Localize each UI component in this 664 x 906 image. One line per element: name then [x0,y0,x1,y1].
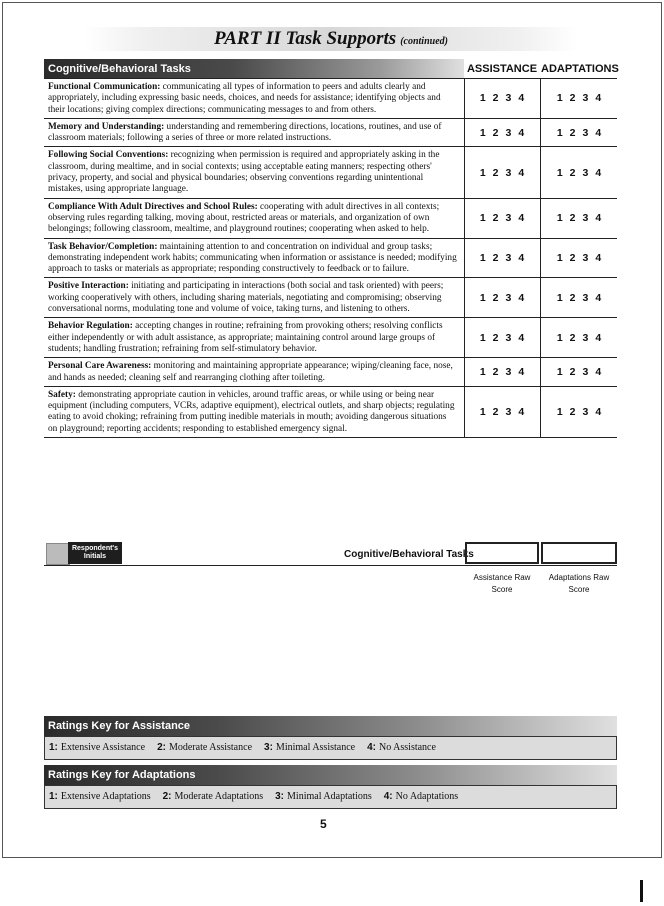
key-label: Minimal Adaptations [287,791,372,802]
key-label: Extensive Adaptations [60,791,151,802]
title-text: PART II Task Supports [214,28,397,49]
key-item [384,791,458,802]
page-title [84,27,578,51]
adaptations-raw-score-field[interactable] [541,542,617,564]
task-description [44,119,462,147]
rating-option-3[interactable]: 3 [582,166,589,179]
task-name: Behavior Regulation: [48,321,133,332]
rating-option-1[interactable]: 1 [479,166,486,179]
rating-option-4[interactable]: 4 [518,331,525,344]
adaptations-column-header: ADAPTATIONS [541,63,619,75]
rating-option-3[interactable]: 3 [505,331,512,344]
rating-option-2[interactable]: 2 [492,405,499,418]
rating-option-3[interactable]: 3 [582,252,589,264]
key-label: Extensive Assistance [60,742,146,753]
assistance-key-body [44,736,617,760]
raw-score-row [44,542,617,566]
assistance-column-header: ASSISTANCE [466,63,538,75]
assistance-rating-cell [464,318,539,357]
task-row [44,119,617,148]
assistance-rating-cell [464,358,539,386]
rating-option-3[interactable]: 3 [505,405,512,418]
adaptations-key-header [44,765,617,785]
assistance-rating-cell [464,147,539,197]
task-row [44,79,617,119]
key-label: Moderate Assistance [168,742,253,753]
assistance-rating-cell [464,387,539,437]
rating-option-1[interactable]: 1 [479,291,486,304]
task-text: cooperating with adult directives in all contexts; observing rules regarding talking, moving about, restricted areas or materials, and organization of own belongings; following classroom, mealtime, and playground routines; cooperating when asked to help. [48,201,440,235]
key-label: Moderate Adaptations [174,791,264,802]
task-name: Safety: [48,389,76,400]
rating-option-3[interactable]: 3 [582,92,589,105]
rating-option-1[interactable]: 1 [556,126,563,139]
rating-option-3[interactable]: 3 [582,212,589,225]
rating-option-4[interactable]: 4 [518,92,525,105]
key-number: 2: [162,791,172,802]
key-item [49,791,151,802]
task-description [44,358,462,386]
rating-option-4[interactable]: 4 [595,366,602,379]
task-text: communicating all types of information to peers and adults clearly and appropriately, including expressing basic needs, choices, and needs for assistance; identifying objects and their locations; giving complex directions; communicating messages to and from others. [48,82,441,115]
task-description [44,199,462,238]
rating-option-2[interactable]: 2 [492,212,499,225]
key-number: 1: [49,742,58,753]
key-number: 2: [157,742,166,753]
rating-option-3[interactable]: 3 [505,166,512,179]
adaptations-rating-cell [540,199,617,238]
adaptations-rating-cell [540,79,617,118]
adaptations-rating-cell [540,147,617,197]
rating-option-3[interactable]: 3 [582,331,589,344]
rating-option-1[interactable]: 1 [556,331,563,344]
rating-option-1[interactable]: 1 [556,252,563,264]
rating-option-4[interactable]: 4 [595,166,602,179]
key-item [264,742,355,753]
rating-option-2[interactable]: 2 [492,366,499,379]
assistance-key-title: Ratings Key for Assistance [48,720,191,732]
key-item [367,742,436,753]
rating-option-2[interactable]: 2 [569,212,576,225]
rating-option-2[interactable]: 2 [492,92,499,105]
rating-option-3[interactable]: 3 [505,212,512,225]
rating-option-4[interactable]: 4 [595,212,602,225]
key-label: No Assistance [379,742,436,753]
rating-option-1[interactable]: 1 [479,92,486,105]
rating-option-4[interactable]: 4 [518,126,525,139]
rating-option-1[interactable]: 1 [556,405,563,418]
task-text: monitoring and maintaining appropriate appearance; wiping/cleaning face, nose, and hands as needed; cleaning self and rearranging clothing after toileting. [48,361,453,383]
rating-option-1[interactable]: 1 [556,212,563,225]
rating-option-4[interactable]: 4 [595,405,602,418]
rating-option-1[interactable]: 1 [556,291,563,304]
rating-option-3[interactable]: 3 [582,366,589,379]
rating-option-1[interactable]: 1 [479,126,486,139]
rating-option-1[interactable]: 1 [479,252,486,264]
rating-option-2[interactable]: 2 [492,126,499,139]
adaptations-rating-cell [540,358,617,386]
rating-option-3[interactable]: 3 [582,405,589,418]
task-row [44,358,617,387]
key-number: 3: [275,791,285,802]
key-label: Minimal Assistance [275,742,356,753]
task-description [44,79,462,118]
adaptations-rating-cell [540,387,617,437]
rating-option-2[interactable]: 2 [569,366,576,379]
adaptations-rating-cell [540,278,617,317]
rating-option-4[interactable]: 4 [595,291,602,304]
assistance-rating-cell [464,278,539,317]
rating-option-1[interactable]: 1 [556,92,563,105]
task-text: accepting changes in routine; refraining from provoking others; resolving conflicts either independently or with adult assistance, as appropriate; maintaining control around large groups of students; handling frustration; refraining from self-stimulatory behavior. [48,321,443,354]
rating-option-3[interactable]: 3 [505,126,512,139]
task-name: Positive Interaction: [48,281,129,292]
task-name: Functional Communication: [48,82,161,92]
rating-option-4[interactable]: 4 [518,252,525,264]
rating-option-3[interactable]: 3 [505,291,512,304]
rating-option-4[interactable]: 4 [595,331,602,344]
task-row [44,199,617,239]
task-row [44,239,617,279]
rating-option-4[interactable]: 4 [518,366,525,379]
task-table [44,78,617,438]
respondent-initials-label: Respondent's Initials [68,542,122,564]
task-description [44,147,462,197]
key-item [49,742,145,753]
key-number: 4: [367,742,376,753]
rating-option-2[interactable]: 2 [569,291,576,304]
rating-option-1[interactable]: 1 [479,366,486,379]
rating-option-2[interactable]: 2 [492,331,499,344]
task-text: understanding and remembering directions, locations, routines, and use of classroom materials; following a series of three or more related instructions. [48,121,442,144]
section-label: Cognitive/Behavioral Tasks [48,63,191,75]
rating-option-3[interactable]: 3 [505,252,512,264]
rating-option-2[interactable]: 2 [569,166,576,179]
assistance-rating-cell [464,79,539,118]
rating-option-3[interactable]: 3 [582,126,589,139]
assistance-raw-score-caption: Assistance Raw Score [473,573,531,594]
rating-option-4[interactable]: 4 [595,126,602,139]
task-row [44,147,617,198]
title-subtitle: (continued) [400,36,448,47]
task-row [44,318,617,358]
raw-score-label: Cognitive/Behavioral Tasks [344,549,474,560]
rating-option-1[interactable]: 1 [479,405,486,418]
rating-option-1[interactable]: 1 [479,212,486,225]
adaptations-rating-cell [540,119,617,147]
rating-option-2[interactable]: 2 [569,92,576,105]
task-name: Personal Care Awareness: [48,361,152,372]
assistance-rating-cell [464,119,539,147]
key-number: 3: [264,742,273,753]
task-name: Memory and Understanding: [48,121,165,132]
key-item [163,791,264,802]
rating-option-3[interactable]: 3 [582,291,589,304]
rating-option-2[interactable]: 2 [569,331,576,344]
key-number: 4: [383,791,393,802]
rating-option-4[interactable]: 4 [518,212,525,225]
rating-option-4[interactable]: 4 [595,252,602,264]
task-text: maintaining attention to and concentration on individual and group tasks; demonstrating independent work habits; communicating when information or assistance is needed; modifying approach to tasks or materials as appropriate; responding constructively to feedback or to failure. [48,241,457,275]
task-row [44,387,617,438]
task-description [44,318,462,357]
task-description [44,278,462,317]
key-number: 1: [49,791,58,802]
rating-option-2[interactable]: 2 [492,291,499,304]
key-item [275,791,372,802]
page-number: 5 [320,817,327,831]
adaptations-rating-cell [540,318,617,357]
edge-mark [640,880,643,902]
rating-option-4[interactable]: 4 [518,291,525,304]
adaptations-key-title: Ratings Key for Adaptations [48,769,196,781]
task-description [44,387,462,437]
task-name: Following Social Conventions: [48,150,169,161]
task-name: Task Behavior/Completion: [48,241,158,252]
key-label: No Adaptations [395,791,459,802]
rating-option-1[interactable]: 1 [556,366,563,379]
task-description [44,239,462,278]
key-item [157,742,252,753]
rating-option-3[interactable]: 3 [505,366,512,379]
rating-option-2[interactable]: 2 [569,405,576,418]
rating-option-3[interactable]: 3 [505,92,512,105]
section-header [44,59,464,78]
task-name: Compliance With Adult Directives and School Rules: [48,201,258,212]
rating-option-1[interactable]: 1 [479,331,486,344]
rating-option-1[interactable]: 1 [556,166,563,179]
rating-option-2[interactable]: 2 [569,126,576,139]
rating-option-4[interactable]: 4 [518,405,525,418]
assistance-rating-cell [464,239,539,278]
rating-option-2[interactable]: 2 [492,252,499,264]
assistance-key-header [44,716,617,736]
task-text: recognizing when permission is required and appropriately asking in the classroom, during mealtime, and in social contexts; using acceptable eating manners; respecting others' privacy, property, and social and physical boundaries; observing conventions regarding unintentional mistakes, using appropriate language. [48,150,440,195]
adaptations-raw-score-caption: Adaptations Raw Score [548,573,610,594]
assistance-raw-score-field[interactable] [465,542,539,564]
initials-box[interactable] [46,543,70,565]
adaptations-key-body [44,785,617,809]
rating-option-2[interactable]: 2 [492,166,499,179]
assistance-rating-cell [464,199,539,238]
rating-option-2[interactable]: 2 [569,252,576,264]
task-text: demonstrating appropriate caution in vehicles, around traffic areas, or while using or being near equipment (including computers, VCRs, adaptive equipment), electrical outlets, and sharp objects; regulating eating to avoid choking; refraining from putting inedible materials in mouth; avoiding dangerous situations on playground; reporting accidents; responding to established emergency signal. [48,389,455,434]
raw-score-underline [44,565,617,566]
task-text: initiating and participating in interactions (both social and task oriented) with peers; working cooperatively with others, including sharing materials, negotiating and compromising; observing conversational norms, modulating tone and volume of voice, taking turns, and listening to others. [48,281,444,315]
adaptations-rating-cell [540,239,617,278]
task-row [44,278,617,318]
rating-option-4[interactable]: 4 [595,92,602,105]
rating-option-4[interactable]: 4 [518,166,525,179]
